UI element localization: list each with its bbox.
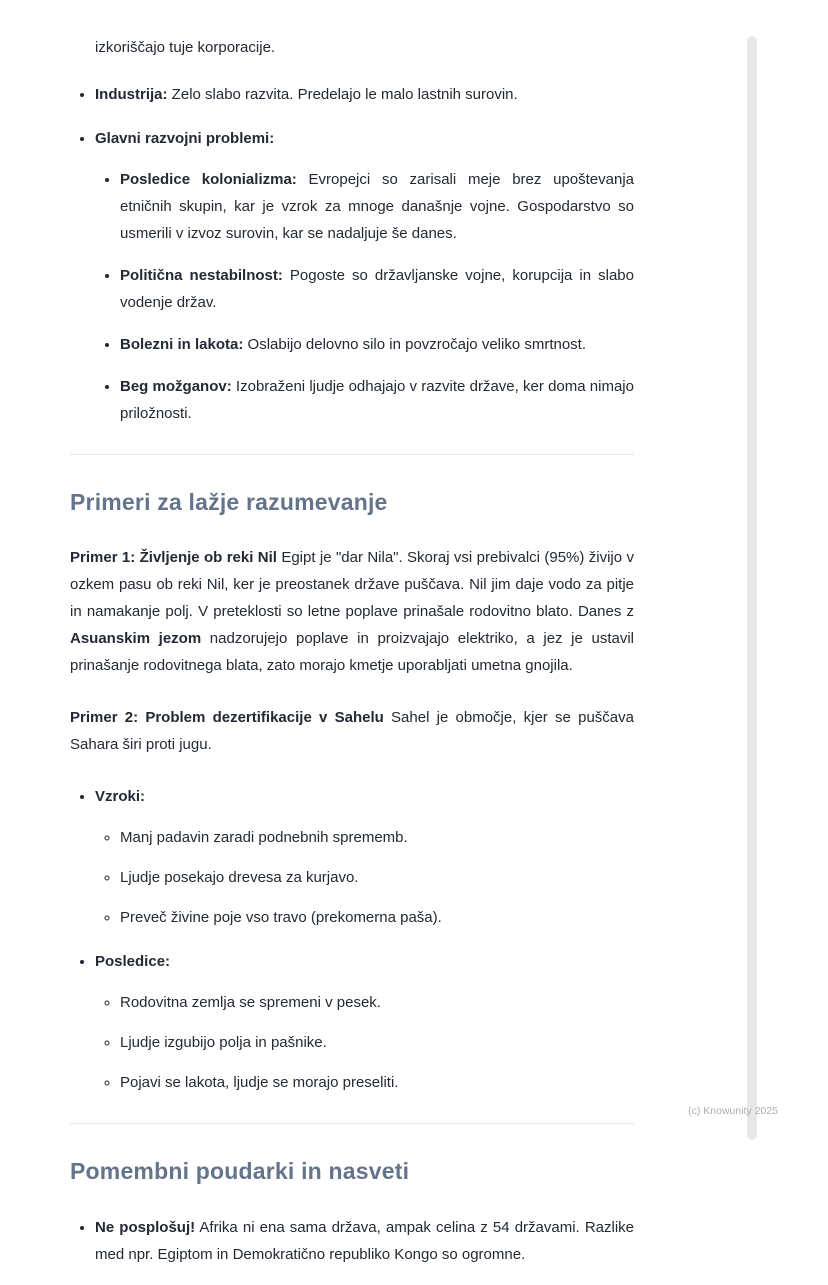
list-item-industrija	[95, 81, 634, 108]
list-item-lead-bold: Beg možganov:	[120, 378, 232, 395]
scrollbar[interactable]	[747, 36, 757, 1140]
section-heading-primeri: Primeri za lažje razumevanje	[70, 489, 388, 515]
list-item-lead-bold: Glavni razvojni problemi:	[95, 130, 275, 147]
section-heading-poudarki: Pomembni poudarki in nasveti	[70, 1158, 410, 1185]
list-item-lead-bold: Industrija:	[95, 86, 168, 103]
paragraph-text: nadzorujejo poplave in proizvajajo elektriko, a jez je ustavil prinašanje rodovitnega blata, zato morajo kmetje uporabljati umetna gnojila.	[70, 630, 634, 675]
list-item-text: Evropejci so zarisali meje brez upoštevanja etničnih skupin, kar je vzrok za mnoge današnje vojne. Gospodarstvo so usmerili v izvoz surovin, kar se nadaljuje še danes.	[120, 171, 635, 242]
list-item-text: Zelo slabo razvita. Predelajo le malo lastnih surovin.	[167, 86, 518, 103]
list-item-text: Izobraženi ljudje odhajajo v razvite države, ker doma nimajo priložnosti.	[120, 378, 634, 422]
list-item-text: Oslabijo delovno silo in povzročajo veliko smrtnost.	[243, 336, 587, 353]
list-item-bolezni	[120, 331, 634, 358]
list-item-lead-bold: Posledice kolonializma:	[120, 171, 297, 188]
list-item-text: Pogoste so državljanske vojne, korupcija in slabo vodenje držav.	[120, 267, 634, 311]
list-item-lead-bold: Vzroki:	[95, 788, 146, 806]
list-item-razvojni-problemi	[95, 125, 634, 427]
paragraph-primer-2	[70, 704, 634, 758]
paragraph-primer-1	[70, 544, 634, 679]
top-level-list	[70, 81, 634, 427]
copyright-watermark: (c) Knowunity 2025	[688, 1105, 778, 1117]
sub-list-posledice	[95, 989, 634, 1096]
paragraph-continuation: izkoriščajo tuje korporacije.	[95, 39, 276, 56]
poudarki-list	[70, 1214, 634, 1268]
paragraph-lead-bold: Primer 2: Problem dezertifikacije v Sahelu	[70, 709, 384, 727]
section-divider	[70, 1123, 634, 1124]
list-item-vzroki	[95, 783, 634, 931]
sub-list-vzroki	[95, 824, 634, 931]
list-item-nestabilnost	[120, 262, 634, 316]
paragraph-inline-bold: Asuanskim jezom	[70, 630, 202, 648]
document-content	[70, 34, 634, 1285]
list-item: ◦ Ljudje izgubijo polja in pašnike.	[120, 1029, 634, 1056]
list-item: ◦ Ljudje posekajo drevesa za kurjavo.	[120, 864, 634, 891]
section-divider	[70, 454, 634, 455]
list-item-kolonializem	[120, 166, 634, 247]
list-item-beg-mozganov	[120, 373, 634, 427]
paragraph-text: Egipt je "dar Nila". Skoraj vsi prebivalci (95%) živijo v ozkem pasu ob reki Nil, ker je preostanek države puščava. Nil jim daje vodo za pitje in namakanje polj. V preteklosti so letne poplave prinašale rodovitno blato. Danes z	[70, 549, 634, 621]
list-item: ◦ Pojavi se lakota, ljudje se morajo preseliti.	[120, 1069, 634, 1096]
paragraph-text: Sahel je območje, kjer se puščava Sahara širi proti jugu.	[70, 709, 634, 754]
list-item-text: Afrika ni ena sama država, ampak celina z 54 državami. Razlike med npr. Egiptom in Demokratično republiko Kongo so ogromne.	[95, 1218, 635, 1263]
list-item-lead-bold: Posledice:	[95, 953, 171, 971]
sahel-list	[70, 783, 634, 1096]
list-item-lead-bold: Ne posplošuj!	[95, 1218, 196, 1236]
sub-list-problemi	[95, 166, 634, 427]
list-item-lead-bold: Bolezni in lakota:	[120, 336, 244, 353]
list-item: ◦ Manj padavin zaradi podnebnih sprememb.	[120, 824, 634, 851]
list-item: ◦ Preveč živine poje vso travo (prekomerna paša).	[120, 904, 634, 931]
paragraph-lead-bold: Primer 1: Življenje ob reki Nil	[70, 549, 277, 567]
list-item: ◦ Rodovitna zemlja se spremeni v pesek.	[120, 989, 634, 1016]
list-item-posledice	[95, 948, 634, 1096]
list-item-ne-posplosuj	[95, 1214, 634, 1268]
list-item-lead-bold: Politična nestabilnost:	[120, 267, 283, 284]
